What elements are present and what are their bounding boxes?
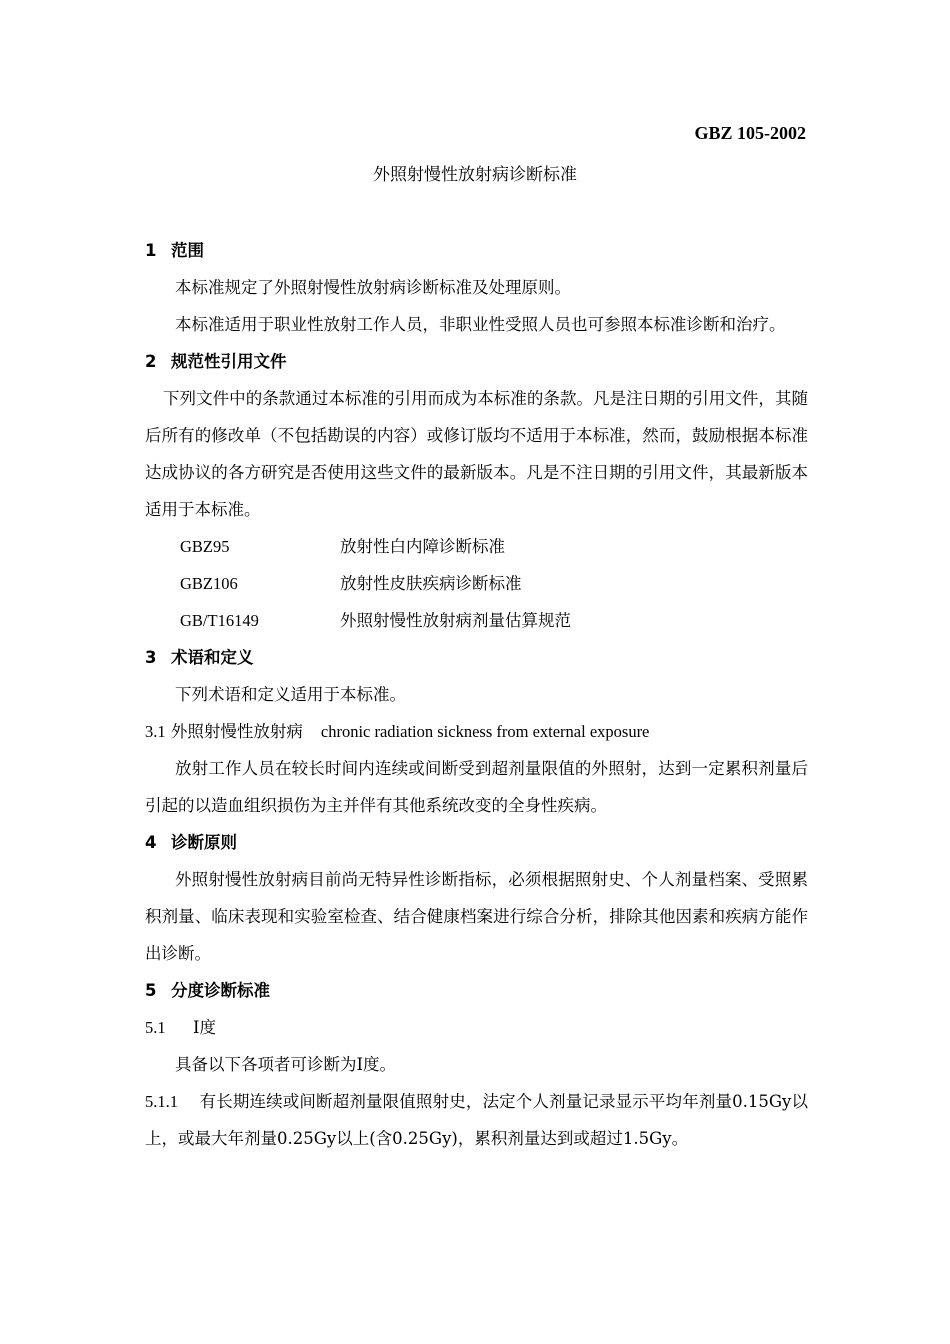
reference-name: 放射性皮肤疾病诊断标准 <box>340 574 522 593</box>
section-title: 术语和定义 <box>171 648 254 667</box>
document-body <box>145 232 808 1157</box>
reference-name: 外照射慢性放射病剂量估算规范 <box>340 611 571 630</box>
section-heading-2 <box>145 343 808 380</box>
paragraph: 具备以下各项者可诊断为I度。 <box>175 1055 397 1074</box>
section-title: 诊断原则 <box>171 833 237 852</box>
section-title: 规范性引用文件 <box>171 352 287 371</box>
section-number: 1 <box>145 241 157 260</box>
reference-code: GBZ106 <box>180 574 238 593</box>
paragraph: 本标准规定了外照射慢性放射病诊断标准及处理原则。 <box>175 278 571 297</box>
section-heading-5 <box>145 972 808 1009</box>
paragraph: 外照射慢性放射病目前尚无特异性诊断指标，必须根据照射史、个人剂量档案、受照累积剂量、临床表现和实验室检查、结合健康档案进行综合分析，排除其他因素和疾病方能作出诊断。 <box>145 870 808 963</box>
reference-code: GB/T16149 <box>180 611 259 630</box>
section-number: 4 <box>145 833 157 852</box>
paragraph: 下列文件中的条款通过本标准的引用而成为本标准的条款。凡是注日期的引用文件，其随后所有的修改单（不包括勘误的内容）或修订版均不适用于本标准，然而，鼓励根据本标准达成协议的各方研究是否使用这些文件的最新版本。凡是不注日期的引用文件，其最新版本适用于本标准。 <box>145 389 808 519</box>
term-english: chronic radiation sickness from external exposure <box>320 722 650 741</box>
section-title: 分度诊断标准 <box>171 981 270 1000</box>
document-title: 外照射慢性放射病诊断标准 <box>373 165 577 185</box>
reference-code: GBZ95 <box>180 537 230 556</box>
section-number: 2 <box>145 352 157 371</box>
reference-item <box>145 528 808 565</box>
subsection-heading <box>145 1009 808 1046</box>
section-number: 5 <box>145 981 157 1000</box>
paragraph: 放射工作人员在较长时间内连续或间断受到超剂量限值的外照射，达到一定累积剂量后引起的以造血组织损伤为主并伴有其他系统改变的全身性疾病。 <box>145 759 808 815</box>
subsection-number: 5.1 <box>145 1018 166 1037</box>
reference-item <box>145 565 808 602</box>
section-title: 范围 <box>171 241 204 260</box>
section-heading-1 <box>145 232 808 269</box>
section-number: 3 <box>145 648 157 667</box>
section-heading-4 <box>145 824 808 861</box>
subsection-title: Ⅰ度 <box>193 1018 217 1037</box>
term-number: 3.1 <box>145 722 166 741</box>
reference-item <box>145 602 808 639</box>
term-chinese: 外照射慢性放射病 <box>170 722 303 741</box>
reference-name: 放射性白内障诊断标准 <box>340 537 505 556</box>
item-text: 有长期连续或间断超剂量限值照射史，法定个人剂量记录显示平均年剂量0.15Gy以上，或最大年剂量0.25Gy以上(含0.25Gy)，累积剂量达到或超过1.5Gy。 <box>145 1092 808 1148</box>
section-heading-3 <box>145 639 808 676</box>
paragraph: 下列术语和定义适用于本标准。 <box>175 685 406 704</box>
item-number: 5.1.1 <box>145 1092 178 1111</box>
standard-number: GBZ 105-2002 <box>694 123 806 143</box>
term-line <box>145 713 808 750</box>
paragraph: 本标准适用于职业性放射工作人员，非职业性受照人员也可参照本标准诊断和治疗。 <box>175 315 786 334</box>
item-paragraph <box>145 1083 808 1157</box>
